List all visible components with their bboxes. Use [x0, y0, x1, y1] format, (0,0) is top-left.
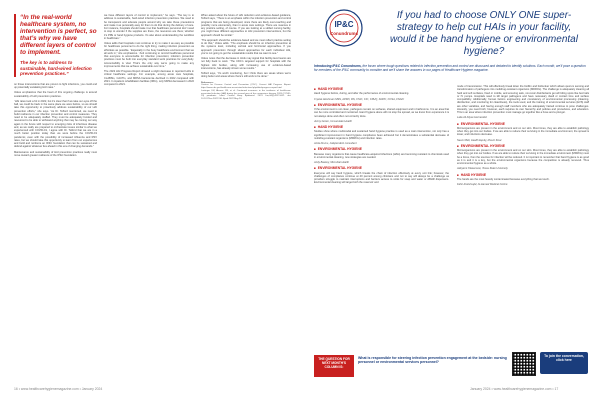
triangle-icon: ■	[457, 121, 459, 126]
next-question-text: What is responsible for steering infection prevention engagement at the bedside: nursing personnel or environmental services personnel?	[358, 356, 507, 365]
response-author: Jenny Green, Immaculate Health	[314, 119, 352, 123]
triangle-icon: ■	[314, 125, 316, 129]
response-category: ■ HAND HYGIENE	[457, 172, 487, 177]
pull-quote	[14, 14, 97, 77]
response-block	[314, 88, 449, 101]
response-block	[314, 126, 449, 145]
paragraph: on those interventions that are proven to fight infections, you could end up potentially escalating HAI rates.”	[14, 82, 97, 90]
paragraph: “HAI rates took a hit in 2022, but it’s clear that if we take our eyes off the ball, we could be back in the same place we were before, so we should take this opportunity to proactively address sustainability of our HAI prevention efforts,” she says. “As Dr. Telford mentioned, we need to build resilience in our infection prevention and control measures. They need to be adequately staffed. They must be adequately funded and resourced to be able to withstand anything that may be coming our way again in the future with respect to emerging risks of infectious disease and, as we really are prepared to orchestrate issues similar to what we experienced with COVID-19, I agree with Dr. Telford that we are in a much better position today than we were before the COVID-19 pandemic, even with the possibility of increased influenza and RSV rates, but we should take this opportunity to learn from our experiences and build and reinforce an IP&C foundation that can be sustained and defend against whatever lies ahead in this era of changing demands.”	[14, 99, 97, 149]
column-5	[457, 85, 589, 188]
response-category: ■ ENVIRONMENTAL HYGIENE	[457, 121, 505, 126]
response-block	[314, 148, 449, 164]
footer-right: January 2024 • www.healthcarehygienemagazine.com • 17	[470, 387, 559, 391]
logo-label: IP&C	[334, 20, 354, 29]
references-title: References:	[201, 81, 214, 84]
page-title: If you had to choose ONLY ONE super-strategy to help cut HAIs in your facility, would it be hand hygiene or environmental hygiene?	[390, 10, 578, 57]
response-text: Hand hygiene before, during, and after the performance of environmental cleaning.	[314, 92, 410, 96]
paragraph: “The approach should be evidence-based and we must reflect practice setting to do that,” Vokes adds. “The emphasis should be on infection prevention at the systems level, including vertical and horizontal approaches. If you approach prevention through siloed approaches for each individual HAI, you’re not going to get the sustainable results that we want to see.”	[201, 38, 291, 55]
intro-heading: Introducing IP&C Conundrums,	[314, 64, 362, 68]
paragraph: Telford says, “It’s worth monitoring, but I think there are areas where we’re doing better and areas where there’s still work to be done.”	[201, 72, 291, 79]
paragraph: we have different layers of control to implement,” he says. “The key is to address to sustainable, hard-wired infection prevention practices. We need to be transparent and educate people around why we take these precautions and make it as personally easy for them to do that during the delivery of care. For instance, hospitals should make it so that healthcare personnel don’t need to stop to wonder if the supplies are there, the resources are there; whether it’s PPE or hand hygiene products. It’s also about understanding the workflow in healthcare.”	[104, 14, 194, 40]
response-text: Microorganisms are present in the environment and on our skin. Most times, they are able to establish pathology when they get into our bodies. If we are able to reduce their surviving in the immediate environment (MDROs) must be a focus, then the sources for infection will be reduced. It is important to remember that hand hygiene is as good as it is and it is a key, but the environmental organisms because the competition is already removed. Thus environmental hygiene as a whole.	[457, 149, 589, 165]
response-text: mode of transmission. This will effectively break down the biofilm and biobunker which allows quorum sensing and transformation of pathogens into multidrug-resistant organisms (MDROs). The challenge is adequately cleaning all hard and soft surfaces, fixed or mobile, and ensuring safe, non-toxic disinfectants get all hiding spots like bed rails or IV pumps. Hospitals need to kill target pathogens and have necessary dwell or contact time and surface compatibility. Additionally, human factors engineering and consistency of environmental processing (cleaning, disinfection, and monitoring for cleanliness), the tools used, and the training of environmental services (EVS) staff are other variables, and having enough staff members who are adequately trained continue to pose challenges. Honestly, you need both; however, each requires its own hierarchy and policies and procedures, and education. This is an area where infection prevention must manage go together like a hose and a plunger.	[457, 85, 589, 114]
response-text: If the environment is not clean, pathogens remain on surfaces, shared equipment and in bathrooms. It is an area that can be more controlled and monitored. Hand hygiene alone will not stop the spread, as we know from experience it is not always done and often not correctly done.	[314, 108, 449, 118]
triangle-icon: ■	[314, 87, 316, 91]
response-author: Fahri Abdulmajid, Al-Hamed Medical Centre	[457, 183, 508, 186]
response-text: Everyone will say hand hygiene, which breaks the chain of infection effectively at every unit link; however, the challenges of compliance continue at 40 percent among clinicians and not to say will always be a challenge as providers struggle to maintain interruptions and barriers access to sinks for soap and water or ABHR dispensers. Environmental cleaning will target both the reservoir and	[314, 171, 449, 185]
column-3	[201, 14, 291, 101]
paragraph: When asked about the future of HAI reduction and evidence-based guidance, Telford says, “There is an emphasis within the infection prevention and control programs that are being developed, since there are likely over-reaching and possibly more elementary, than in acute care settings. There are nuances in any practice setting, of course. If you are looking at a skilled nursing facility, you might have different approaches to HAI prevention interventions, but the approach should be similar.”	[201, 14, 291, 37]
paragraph: Vokes emphasizes that the heart of this ongoing challenge is around sustainability of HAI prevention practices.	[14, 91, 97, 98]
response-author: Adeyemi Olawumesi, Texas State University	[457, 167, 508, 171]
response-block	[457, 123, 589, 142]
response-block	[457, 145, 589, 171]
response-text: Because many organisms that cause healthcare-acquired infections (HAIs) are becoming resistant to chemicals used in environmental cleaning, new strategies are needed.	[314, 152, 449, 159]
response-category: ■ HAND HYGIENE	[314, 125, 344, 129]
reference-item: Lastinger LM, Alvarez CR, et al. Continued increases in the incidence of healthcare-associated infection (HAI) during the second year of the coronavirus disease 2019 (COVID-19) pandemic. Infect Control Hosp Epidemiol. 2023 Jun;44(6):997-1001. doi: 10.1017/ice.2022.116. Epub 2022 May 20.	[201, 89, 291, 101]
response-block	[457, 174, 589, 187]
response-category: ■ ENVIRONMENTAL HYGIENE	[314, 166, 362, 171]
triangle-icon: ■	[314, 166, 316, 171]
column-2	[104, 14, 194, 88]
references	[201, 82, 291, 102]
intro	[314, 64, 590, 72]
logo-sub: Conundrums	[330, 31, 358, 36]
pull-quote-main: “In the real-world healthcare system, no intervention is perfect, so that’s why we have different layers of control to implement.	[20, 14, 97, 56]
column-1	[14, 14, 97, 159]
intro-text: the forum where tough questions related to infection prevention and control are discussed and debated to identify solutions. Each month, we’ll pose a question for members of the IP&C community to consider and we’ll share the answers in our pages of Healthcare Hygiene magazine.	[314, 64, 586, 72]
next-question-box: THE QUESTION FOR NEXT MONTH'S COLUMN IS:	[314, 355, 354, 377]
paragraph: Vokes adds that hospitals must continue to try to make it as easy as possible for healthcare personnel to do the right thing, making infection prevention as effortless as possible. “Especially in the busy healthcare environment that we all work in,” she emphasizes. “And continuing to remind healthcare personnel that everyone is accountable for infection prevention; infection prevention practices must be built into everyday standard work practices for everybody. Accountability is vital. That’s the only way we’re going to make any improvements that we achieve sustainable over time.”	[104, 42, 194, 68]
response-author: Laila Ali Allyse Hernandez	[457, 116, 487, 120]
reference-item: Centers for Disease Control and Prevention (CDC). Current HAI Progress Report. https://www.cdc.gov/healthcare-associated-infections/php/data/progress-report.html	[201, 84, 291, 90]
response-text: Studies show where multimodal and sustained hand hygiene practice is used as a main intervention, not only has a significant improvement in hand hygiene compliance been achieved but it demonstrates a substantial decrease of multidrug-resistant organisms (MDROs) and infection rates.	[314, 130, 449, 140]
response-category: ■ ENVIRONMENTAL HYGIENE	[457, 143, 505, 148]
triangle-icon: ■	[314, 147, 316, 152]
response-category: ■ ENVIRONMENTAL HYGIENE	[314, 147, 362, 152]
join-conversation-button[interactable]: To join the conversation, click here	[540, 352, 588, 374]
column-4	[314, 85, 449, 187]
response-text: Microorganisms are present in the environment and on our skin. Most times, they are able to establish pathology when they get into our bodies. If we are able to reduce their surviving in the immediate environment, the spread is lower, and infections decrease.	[457, 126, 589, 137]
pull-quote-sub: The key is to address to sustainable, hard-wired infection prevention practices.”	[20, 60, 92, 77]
response-author: Crystal Heishman MSN, APRN, RN, CNIC, CIC, CPHQ, FAPIC, CCSA, FNAIC	[314, 97, 405, 101]
response-block	[457, 85, 589, 120]
response-author: Andy Baskey, Microbial Health	[314, 161, 349, 164]
response-category: ■ HAND HYGIENE	[314, 87, 344, 91]
footer-left: 16 • www.healthcarehygienemagazine.com • January 2024	[14, 387, 103, 391]
paragraph: The 2022 HAI Progress Report showed a slight decrease in reported HAIs in critical healthcare settings. For example, among acute care hospitals, CLABSIs, CAUTIs, and MRSA bacteremia declined in 2022 compared with 2021. In inpatient rehabilitation facilities (IRFs), only MRSA decreased in 2022 compared to 2021.	[104, 70, 194, 86]
qr-code[interactable]	[512, 352, 536, 376]
response-category: ■ ENVIRONMENTAL HYGIENE	[314, 102, 362, 107]
response-text: The hands are the most heavily contaminated because everything that we touch.	[457, 177, 550, 181]
ipc-conundrums-logo	[316, 8, 372, 48]
response-block	[314, 167, 449, 184]
paragraph: Maintenance and sustainability of HAI prevention practices really must move toward greater resilience of the IP&C foundation.	[14, 150, 97, 157]
response-author: Anita Drums, independent consultant	[314, 142, 357, 145]
paragraph: Vokes notes that the decrease in HAIs may signal that facility-level teams are not fully back to work. “The CDC’s targeted support for hospitals with the highest HAI burden, along with increasing use of evidence-based interventions, has already shown some results.”	[201, 57, 291, 70]
response-author: Naomi Bell, Health Equity, Mount Sinai	[457, 138, 502, 142]
triangle-icon: ■	[457, 143, 459, 148]
triangle-icon: ■	[314, 102, 316, 107]
triangle-icon: ■	[457, 172, 459, 177]
response-block	[314, 104, 449, 123]
